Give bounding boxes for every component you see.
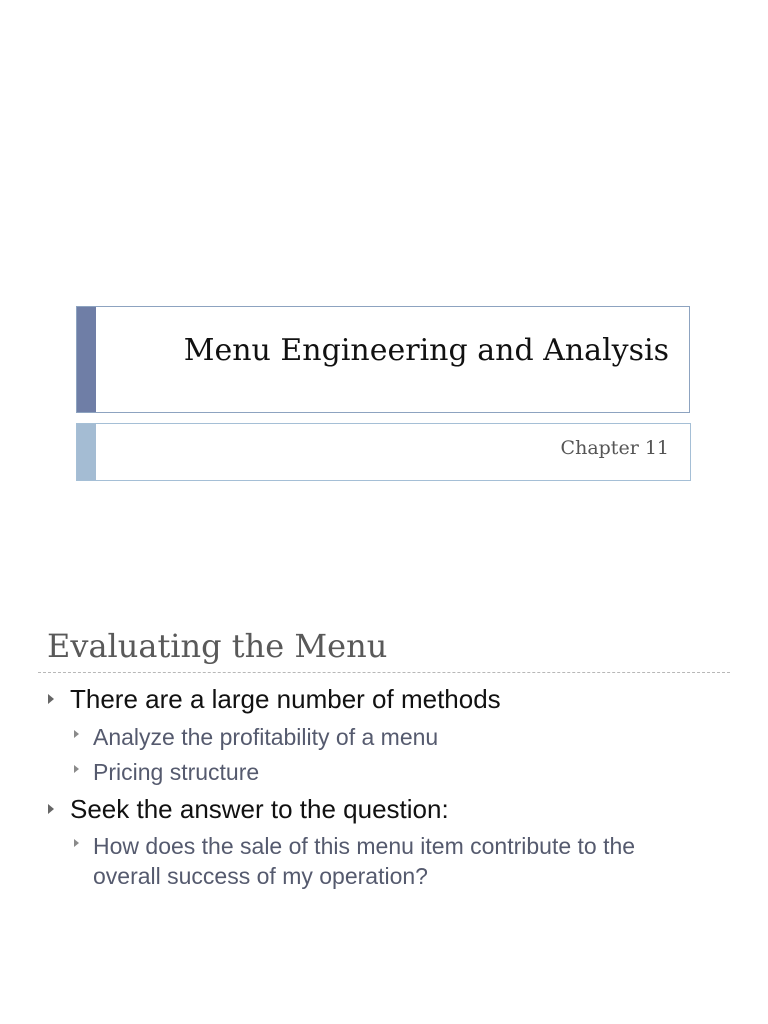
triangle-right-icon [74, 765, 79, 773]
bullet-item [48, 684, 501, 714]
bullet-text: Seek the answer to the question: [70, 794, 449, 824]
slide-title: Menu Engineering and Analysis [183, 333, 669, 368]
bullet-text: There are a large number of methods [70, 684, 501, 714]
subtitle-accent-bar [77, 424, 96, 480]
heading-divider [38, 672, 730, 673]
sub-bullet-text: Analyze the profitability of a menu [93, 724, 439, 750]
triangle-right-icon [74, 839, 79, 847]
sub-bullet-text: Pricing structure [93, 759, 260, 785]
section-heading: Evaluating the Menu [47, 627, 388, 665]
slide-subtitle: Chapter 11 [560, 437, 669, 459]
sub-bullet-item [74, 757, 693, 787]
triangle-right-icon [48, 804, 54, 814]
bullet-item [48, 794, 449, 824]
sub-bullet-item [74, 722, 693, 752]
triangle-right-icon [74, 730, 79, 738]
title-slide-subtitle-box [76, 423, 691, 481]
sub-bullet-text: How does the sale of this menu item contribute to the overall success of my operation? [93, 833, 636, 889]
sub-bullet-item [74, 831, 693, 891]
triangle-right-icon [48, 694, 54, 704]
title-slide-title-box [76, 306, 690, 413]
title-accent-bar [77, 307, 96, 412]
